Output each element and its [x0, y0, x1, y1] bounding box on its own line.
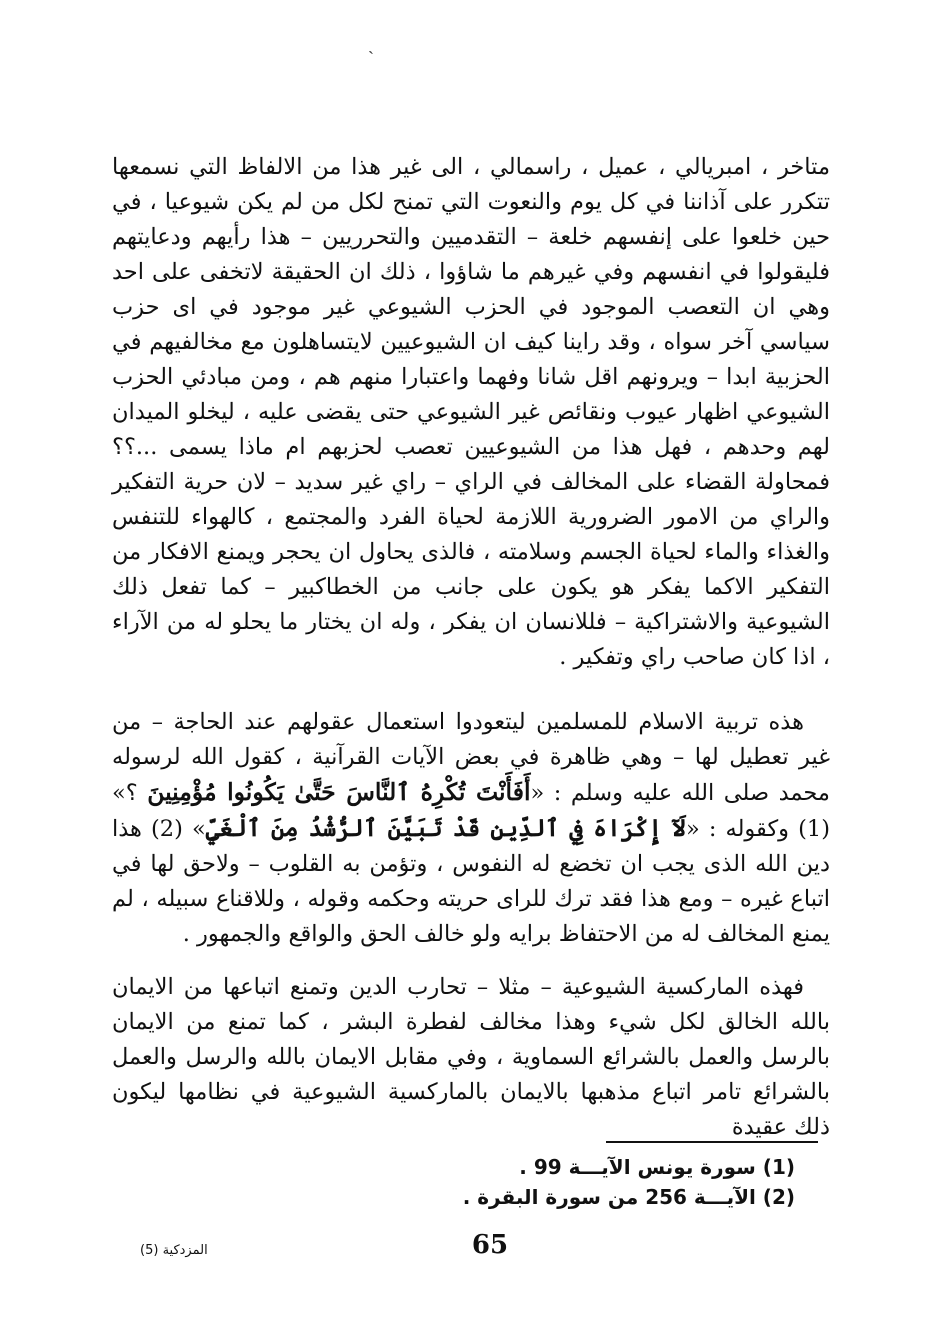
running-footer: المزدكية (5): [140, 1243, 208, 1258]
body-paragraph-3: [112, 970, 830, 1145]
page-number: 65: [471, 1230, 509, 1260]
footnote-2: (2) الآيـــة 256 من سورة البقرة .: [462, 1185, 795, 1209]
body-paragraph-2: [112, 705, 830, 952]
body-paragraph-1: [112, 150, 830, 675]
paragraph-text: [112, 705, 830, 952]
footnote-1: (1) سورة يونس الآيـــة 99 .: [519, 1155, 795, 1179]
quran-quote-2: لَآ إِكْرَاهَ فِي ٱلدِّينِ قَدْ تَبَيَّنَ ٱلرُّشْدُ مِنَ ٱلْغَيِّ: [205, 814, 686, 842]
paragraph-segment: ؟» (1) وكقوله : «: [112, 780, 830, 842]
paragraph-segment: هذه تربية الاسلام للمسلمين ليتعودوا استعمال عقولهم عند الحاجة – من غير تعطيل لها – وهي ظاهرة في بعض الآيات القرآنية ، كقول الله لرسوله محمد صلى الله عليه وسلم : «: [112, 709, 830, 806]
paragraph-segment: » (2) هذا دين الله الذى يجب ان تخضع له النفوس ، وتؤمن به القلوب – ولاحق لها في اتباع غيره – ومع هذا فقد ترك للراى حريته وحكمه وقوله ، وللاقناع سبيله ، لم يمنع المخالف له من الاحتفاظ برايه ولو خالف الحق والواقع والجمهور .: [112, 816, 830, 947]
paragraph-text: فهذه الماركسية الشيوعية – مثلا – تحارب الدين وتمنع اتباعها من الايمان بالله الخالق لكل شيء وهذا مخالف لفطرة البشر ، كما تمنع من الايمان بالرسل والعمل بالشرائع السماوية ، وفي مقابل الايمان بالله والرسل والعمل بالشرائع تامر اتباع مذهبها بالايمان بالماركسية الشيوعية في نظامها ليكون ذلك عقيدة: [112, 974, 830, 1140]
paragraph-text: متاخر ، امبريالي ، عميل ، راسمالي ، الى غير هذا من الالفاظ التي نسمعها تتكرر على آذاننا في كل يوم والنعوت التي تمنح لكل من لم يكن شيوعيا ، في حين خلعوا على إنفسهم خلعة – التقدميين والتحرريين – هذا رأيهم ودعايتهم فليقولوا في انفسهم وفي غيرهم ما شاؤوا ، ذلك ان الحقيقة لاتخفى على احد وهي ان التعصب الموجود في الحزب الشيوعي غير موجود في اى حزب سياسي آخر سواه ، وقد راينا كيف ان الشيوعيين لايتساهلون مع مخالفيهم في الحزبية ابدا – ويرونهم اقل شانا وفهما واعتبارا منهم هم ، ومن مبادئي الحزب الشيوعي اظهار عيوب ونقائص غير الشيوعي حتى يقضى عليه ، ليخلو الميدان لهم وحدهم ، فهل هذا من الشيوعيين تعصب لحزبهم ام ماذا يسمى ...؟؟ فمحاولة القضاء على المخالف في الراي – راي غير سديد – لان حرية التفكير والراي من الامور الضرورية اللازمة لحياة الفرد والمجتمع ، كالهواء للتنفس والغذاء والماء لحياة الجسم وسلامته ، فالذى يحاول ان يحجر ويمنع الافكار من التفكير الاكما يفكر هو يكون على جانب من الخطاكبير – كما تفعل ذلك الشيوعية والاشتراكية – فللانسان ان يفكر ، وله ان يختار ما يحلو له من الآراء ، اذا كان صاحب راي وتفكير .: [112, 154, 830, 670]
quran-quote-1: أَفَأَنْتَ تُكْرِهُ ٱلنَّاسَ حَتَّىٰ يَكُونُوا مُؤْمِنِينَ: [147, 778, 531, 806]
footnotes: [420, 1152, 795, 1212]
stray-mark: ˎ: [368, 34, 374, 55]
footnote-divider: [606, 1141, 818, 1143]
